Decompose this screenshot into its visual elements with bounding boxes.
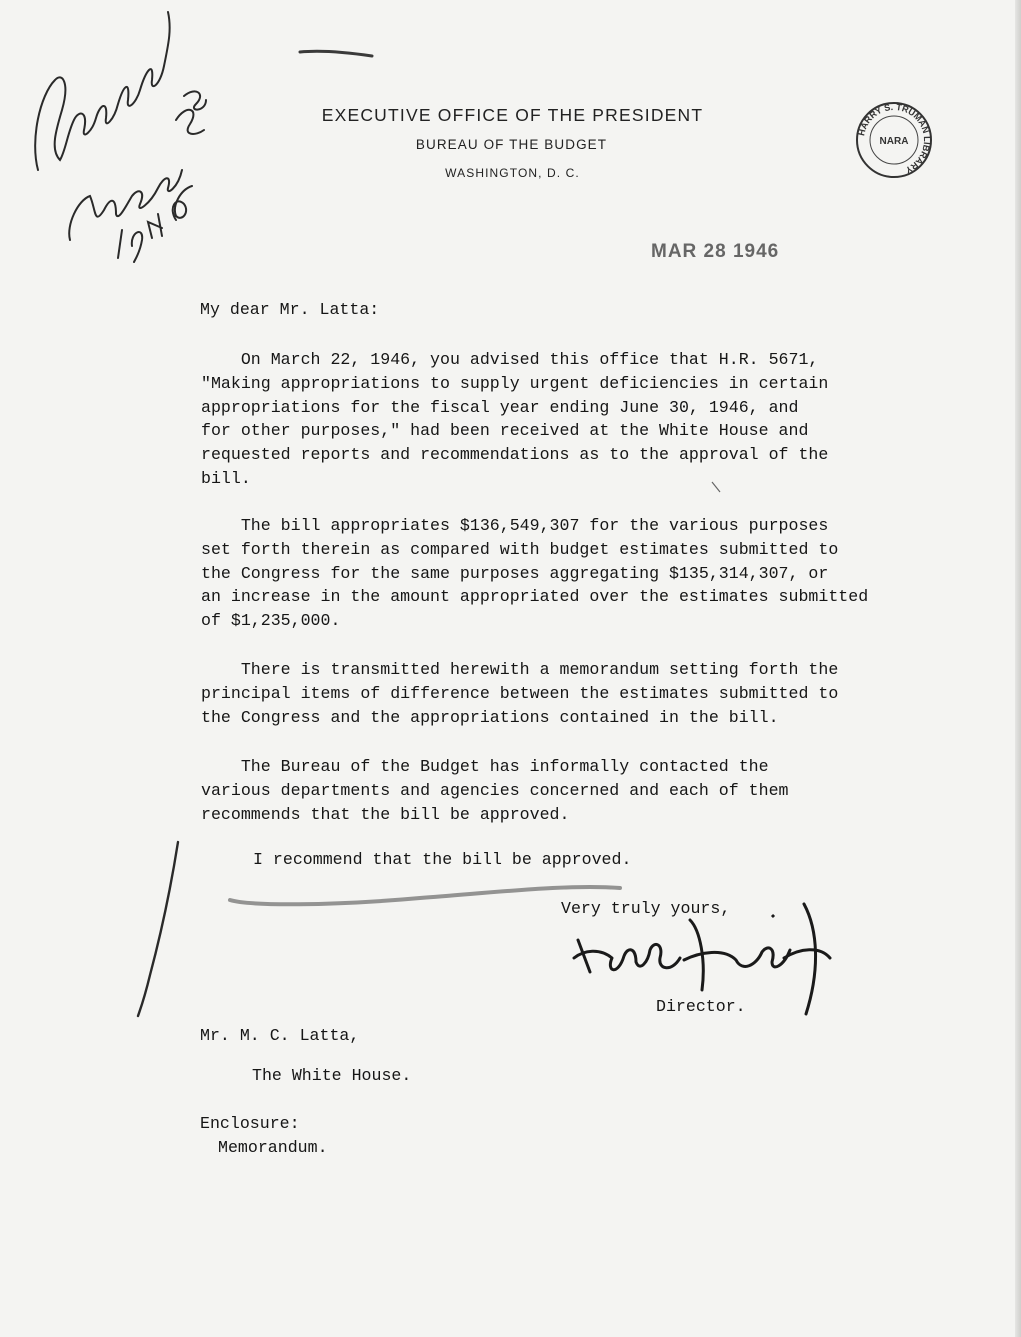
enclosure-label: Enclosure: [200,1114,300,1133]
page-edge-shadow [1015,0,1021,1337]
letterhead-bureau: BUREAU OF THE BUDGET [415,137,608,152]
closing: Very truly yours, [561,899,731,918]
enclosure-item: Memorandum. [218,1138,328,1157]
letterhead-office: EXECUTIVE OFFICE OF THE PRESIDENT [321,105,704,125]
paragraph-referral: On March 22, 1946, you advised this office that H.R. 5671, "Making appropriations to supply urgent deficiencies in certain appropriations for the fiscal year ending June 30, 1946, and for other purposes," had been received at the White House and requested reports and recommendations as to the approval of the bill. [201,350,829,488]
letterhead-city: WASHINGTON, D. C. [445,166,580,180]
recipient-name: Mr. M. C. Latta, [200,1026,360,1045]
signer-title: Director. [656,997,746,1016]
recipient-office: The White House. [252,1066,412,1085]
paragraph-agencies: The Bureau of the Budget has informally contacted the various departments and agencies concerned and each of them recommends that the bill be approved. [201,757,789,824]
received-date-stamp: MAR 28 1946 [651,241,780,262]
paragraph-amounts: The bill appropriates $136,549,307 for the various purposes set forth therein as compared with budget estimates submitted to the Congress for the same purposes aggregating $135,314,307, or an increase in the amount appropriated over the estimates submitted of $1,235,000. [201,516,869,631]
seal-ring-text: HARRY S. TRUMAN LIBRARY [856,101,933,176]
paragraph-memorandum: There is transmitted herewith a memorandum setting forth the principal items of difference between the estimates submitted to the Congress and the appropriations contained in the bill. [201,660,839,727]
seal-center-text: NARA [879,136,909,147]
salutation: My dear Mr. Latta: [200,300,380,319]
paragraph-recommendation: I recommend that the bill be approved. [253,850,632,869]
